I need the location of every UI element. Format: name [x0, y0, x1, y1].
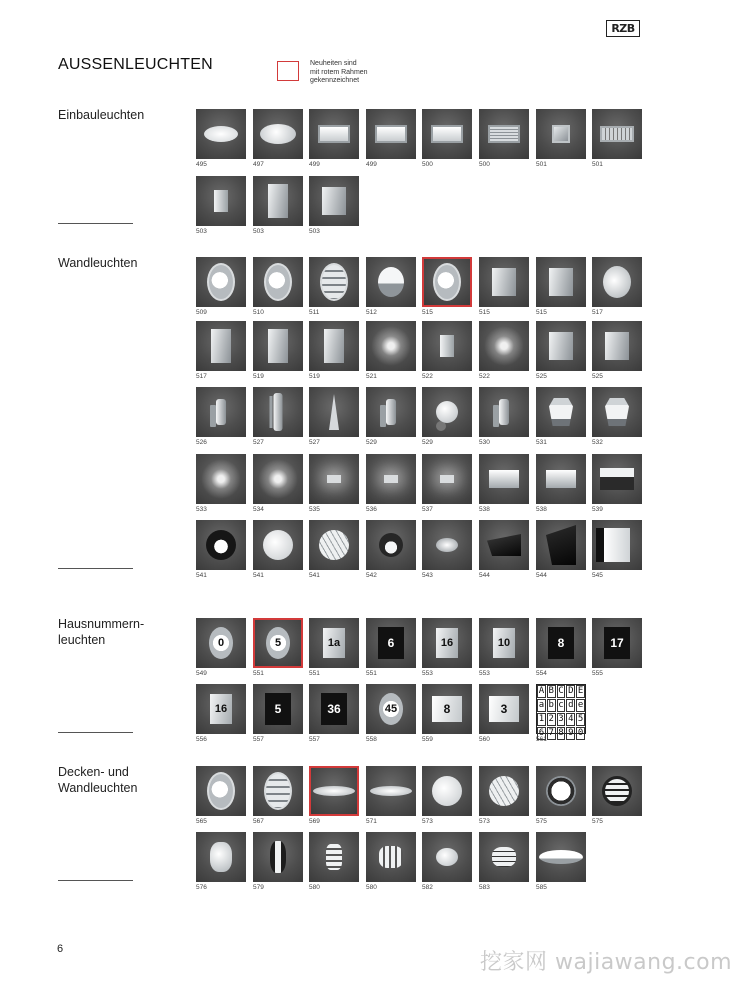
cage-luminaire-icon	[326, 844, 342, 870]
page-reference: 538	[536, 506, 547, 513]
box-wide-luminaire-icon	[549, 268, 573, 296]
product-thumbnail[interactable]	[196, 109, 246, 159]
page-reference: 556	[196, 736, 207, 743]
product-thumbnail[interactable]	[253, 454, 303, 504]
page-reference: 521	[366, 373, 377, 380]
slot-luminaire-icon	[600, 126, 634, 142]
product-thumbnail[interactable]	[422, 387, 472, 437]
page-reference: 509	[196, 309, 207, 316]
letter-cell: c	[558, 700, 564, 710]
wedge-dark-luminaire-icon	[600, 468, 634, 490]
product-thumbnail[interactable]	[196, 176, 246, 226]
section-title	[58, 616, 178, 648]
product-thumbnail[interactable]	[536, 454, 586, 504]
product-thumbnail[interactable]	[253, 684, 303, 734]
product-thumbnail[interactable]	[479, 618, 529, 668]
pill-dark-luminaire-icon	[270, 841, 286, 873]
section-title	[58, 764, 178, 796]
product-thumbnail[interactable]	[479, 387, 529, 437]
page-reference: 510	[253, 309, 264, 316]
page-reference: 503	[196, 228, 207, 235]
page-reference: 537	[422, 506, 433, 513]
num-box-luminaire-icon: 16	[436, 628, 458, 658]
black-tall-luminaire-icon	[546, 525, 576, 565]
product-thumbnail[interactable]	[592, 454, 642, 504]
page-reference: 576	[196, 884, 207, 891]
page-reference: 541	[253, 572, 264, 579]
page-reference: 541	[309, 572, 320, 579]
product-thumbnail[interactable]	[422, 684, 472, 734]
letter-cell: B	[548, 686, 554, 696]
letter-cell: E	[577, 686, 584, 696]
product-thumbnail[interactable]	[366, 321, 416, 371]
num-box-luminaire-icon: 1a	[323, 628, 345, 658]
round-white-luminaire-icon	[263, 530, 293, 560]
box-narrow-luminaire-icon	[214, 190, 228, 212]
letter-cell: 2	[548, 714, 554, 724]
page-reference: 580	[366, 884, 377, 891]
new-items-legend-text	[310, 60, 390, 86]
product-thumbnail[interactable]	[536, 766, 586, 816]
ring-luminaire-icon	[546, 776, 576, 806]
letter-cell: 9	[568, 728, 574, 738]
page-reference: 527	[253, 439, 264, 446]
legend-line: gekennzeichnet	[310, 77, 360, 84]
light-glow-luminaire-icon	[371, 326, 411, 366]
letter-cell: C	[558, 686, 564, 696]
num-oval-luminaire-icon: 5	[266, 627, 290, 659]
product-thumbnail[interactable]	[422, 766, 472, 816]
light-glow-luminaire-icon	[484, 326, 524, 366]
section-title-line: Decken- und	[58, 765, 129, 779]
page-reference: 503	[253, 228, 264, 235]
light-glow-luminaire-icon	[201, 459, 241, 499]
product-thumbnail[interactable]	[422, 109, 472, 159]
box-tall-luminaire-icon	[268, 329, 288, 363]
page-reference: 522	[479, 373, 490, 380]
product-thumbnail[interactable]	[536, 387, 586, 437]
page-reference: 499	[366, 161, 377, 168]
page-reference: 526	[196, 439, 207, 446]
product-thumbnail[interactable]	[479, 321, 529, 371]
dark-glow-luminaire-icon	[440, 475, 454, 483]
lantern-luminaire-icon	[605, 398, 629, 426]
wedge-luminaire-icon	[489, 470, 519, 488]
num-dark-luminaire-icon: 17	[604, 627, 630, 659]
page-reference: 555	[592, 670, 603, 677]
letter-cell: A	[538, 686, 545, 696]
page-reference: 544	[536, 572, 547, 579]
page-reference: 522	[422, 373, 433, 380]
section-divider	[58, 568, 133, 569]
page-reference: 532	[592, 439, 603, 446]
product-thumbnail[interactable]	[309, 520, 359, 570]
product-thumbnail[interactable]	[479, 257, 529, 307]
page-reference: 515	[422, 309, 433, 316]
page-reference: 571	[366, 818, 377, 825]
page-reference: 511	[309, 309, 320, 316]
product-thumbnail[interactable]	[366, 454, 416, 504]
product-thumbnail[interactable]	[196, 618, 246, 668]
disc-wide-luminaire-icon	[313, 786, 355, 796]
oval-grid-luminaire-icon	[264, 772, 292, 810]
num-oval-luminaire-icon: 45	[379, 693, 403, 725]
product-thumbnail[interactable]	[536, 109, 586, 159]
page-reference: 517	[592, 309, 603, 316]
page-reference: 530	[479, 439, 490, 446]
dark-glow-luminaire-icon	[384, 475, 398, 483]
letter-cell: 5	[577, 714, 584, 724]
oval-wall-luminaire-icon	[264, 263, 292, 301]
page-reference: 573	[422, 818, 433, 825]
box-narrow-luminaire-icon	[440, 335, 454, 357]
letter-cell: D	[568, 686, 574, 696]
page-reference: 515	[536, 309, 547, 316]
rect-h-luminaire-icon	[375, 125, 407, 143]
product-thumbnail[interactable]	[253, 387, 303, 437]
cyl-luminaire-icon	[499, 399, 509, 425]
globe-luminaire-icon	[436, 401, 458, 423]
round-white-luminaire-icon	[432, 776, 462, 806]
product-thumbnail[interactable]	[536, 321, 586, 371]
page-reference: 512	[366, 309, 377, 316]
spike-luminaire-icon	[329, 394, 339, 430]
product-thumbnail[interactable]	[592, 321, 642, 371]
page-reference: 579	[253, 884, 264, 891]
disc-small-luminaire-icon	[436, 538, 458, 552]
product-thumbnail[interactable]	[309, 387, 359, 437]
product-thumbnail[interactable]	[592, 257, 642, 307]
oval-wall-luminaire-icon	[207, 772, 235, 810]
rzb-logo: RZB	[606, 20, 640, 37]
page-reference: 544	[479, 572, 490, 579]
product-thumbnail[interactable]	[479, 520, 529, 570]
section-divider	[58, 732, 133, 733]
product-thumbnail[interactable]	[196, 832, 246, 882]
page-reference: 569	[309, 818, 320, 825]
black-wedge-luminaire-icon	[487, 534, 521, 556]
page-reference: 557	[309, 736, 320, 743]
ring-grid-luminaire-icon	[602, 776, 632, 806]
product-thumbnail[interactable]	[253, 766, 303, 816]
round-darkeye-luminaire-icon	[379, 533, 403, 557]
page-reference: 497	[253, 161, 264, 168]
section-title-line: Wandleuchten	[58, 256, 138, 270]
product-thumbnail[interactable]	[536, 684, 586, 738]
page-reference: 565	[196, 818, 207, 825]
product-thumbnail[interactable]	[479, 766, 529, 816]
light-glow-luminaire-icon	[258, 459, 298, 499]
dark-glow-luminaire-icon	[327, 475, 341, 483]
page-reference: 567	[253, 818, 264, 825]
product-thumbnail[interactable]	[366, 766, 416, 816]
page-reference: 525	[536, 373, 547, 380]
product-thumbnail[interactable]	[422, 618, 472, 668]
egg-luminaire-icon	[436, 848, 458, 866]
product-thumbnail[interactable]	[536, 618, 586, 668]
page-title: AUSSENLEUCHTEN	[58, 56, 213, 73]
product-thumbnail[interactable]	[309, 684, 359, 734]
letter-cell: 7	[548, 728, 554, 738]
page-reference: 553	[422, 670, 433, 677]
pill-luminaire-icon	[210, 842, 232, 872]
section-divider	[58, 223, 133, 224]
product-thumbnail[interactable]	[422, 832, 472, 882]
page-reference: 543	[422, 572, 433, 579]
page-number: 6	[57, 943, 64, 955]
num-dark-luminaire-icon: 8	[548, 627, 574, 659]
letter-cell: 1	[538, 714, 545, 724]
letter-cell: 8	[558, 728, 564, 738]
page-reference: 519	[309, 373, 320, 380]
letter-cell: 6	[538, 728, 545, 738]
page-reference: 554	[536, 670, 547, 677]
page-reference: 529	[422, 439, 433, 446]
box-tall-luminaire-icon	[324, 329, 344, 363]
page-reference: 575	[536, 818, 547, 825]
page-reference: 583	[479, 884, 490, 891]
product-thumbnail[interactable]	[309, 454, 359, 504]
product-thumbnail[interactable]	[422, 454, 472, 504]
page-reference: 551	[366, 670, 377, 677]
num-dark-luminaire-icon: 36	[321, 693, 347, 725]
product-thumbnail[interactable]	[309, 766, 359, 816]
page-reference: 529	[366, 439, 377, 446]
watermark: 挖家网 wajiawang.com	[480, 950, 732, 975]
product-thumbnail[interactable]	[422, 257, 472, 307]
product-thumbnail[interactable]	[536, 520, 586, 570]
page-reference: 541	[196, 572, 207, 579]
section-title	[58, 255, 178, 271]
product-thumbnail[interactable]	[309, 832, 359, 882]
product-thumbnail[interactable]	[196, 766, 246, 816]
legend-line: mit rotem Rahmen	[310, 68, 368, 76]
cyl-long-luminaire-icon	[274, 393, 283, 431]
product-thumbnail[interactable]	[196, 684, 246, 734]
page-reference: 501	[536, 161, 547, 168]
product-thumbnail[interactable]	[366, 257, 416, 307]
product-thumbnail[interactable]	[592, 109, 642, 159]
page-reference: 575	[592, 818, 603, 825]
page-reference: 533	[196, 506, 207, 513]
legend-line: Neuheiten sind	[310, 60, 357, 67]
page-reference: 558	[366, 736, 377, 743]
disc-wide-luminaire-icon	[370, 786, 412, 796]
section-title-line: Hausnummern-	[58, 617, 145, 631]
page-reference: 549	[196, 670, 207, 677]
square-sm-luminaire-icon	[552, 125, 570, 143]
product-thumbnail[interactable]	[366, 684, 416, 734]
page-reference: 515	[479, 309, 490, 316]
round-wall-luminaire-icon	[603, 266, 631, 298]
section-title-line: Einbauleuchten	[58, 108, 145, 122]
product-thumbnail[interactable]	[309, 618, 359, 668]
product-thumbnail[interactable]	[309, 257, 359, 307]
letter-cell: b	[548, 700, 554, 710]
product-thumbnail[interactable]	[592, 618, 642, 668]
section-title-line: leuchten	[58, 633, 106, 647]
white-box-dark-luminaire-icon	[604, 528, 630, 562]
page-reference: 551	[253, 670, 264, 677]
num-dark-luminaire-icon: 5	[265, 693, 291, 725]
product-thumbnail[interactable]	[366, 387, 416, 437]
letter-cell: d	[568, 700, 574, 710]
cyl-luminaire-icon	[386, 399, 396, 425]
product-thumbnail[interactable]	[479, 832, 529, 882]
box-wide-luminaire-icon	[549, 332, 573, 360]
rect-h-luminaire-icon	[431, 125, 463, 143]
section-divider	[58, 880, 133, 881]
product-thumbnail[interactable]	[479, 454, 529, 504]
oval-wall-luminaire-icon	[433, 263, 461, 301]
box-wide-luminaire-icon	[322, 187, 346, 215]
product-thumbnail[interactable]	[253, 832, 303, 882]
round-honey-luminaire-icon	[319, 530, 349, 560]
oval-half-luminaire-icon	[378, 267, 404, 297]
box-tall-luminaire-icon	[268, 184, 288, 218]
product-thumbnail[interactable]	[422, 520, 472, 570]
product-thumbnail[interactable]	[196, 520, 246, 570]
page-reference: 545	[592, 572, 603, 579]
page-reference: 585	[536, 884, 547, 891]
product-thumbnail[interactable]	[592, 520, 642, 570]
num-dark-luminaire-icon: 6	[378, 627, 404, 659]
page-reference: 538	[479, 506, 490, 513]
page-reference: 553	[479, 670, 490, 677]
product-thumbnail[interactable]	[366, 618, 416, 668]
product-thumbnail[interactable]	[479, 684, 529, 734]
product-thumbnail[interactable]	[196, 454, 246, 504]
page-reference: 582	[422, 884, 433, 891]
round-eye-luminaire-icon	[206, 530, 236, 560]
product-thumbnail[interactable]	[592, 387, 642, 437]
product-thumbnail[interactable]	[479, 109, 529, 159]
cage-wide-luminaire-icon	[379, 846, 403, 868]
page-reference: 517	[196, 373, 207, 380]
rect-grill-luminaire-icon	[488, 125, 520, 143]
page-reference: 557	[253, 736, 264, 743]
product-thumbnail[interactable]	[309, 109, 359, 159]
num-box-luminaire-icon: 10	[493, 628, 515, 658]
product-thumbnail[interactable]	[536, 832, 586, 882]
rect-h-luminaire-icon	[318, 125, 350, 143]
box-tall-luminaire-icon	[211, 329, 231, 363]
letter-cell: e	[577, 700, 584, 710]
product-thumbnail[interactable]	[253, 520, 303, 570]
page-reference: 525	[592, 373, 603, 380]
section-title-line: Wandleuchten	[58, 781, 138, 795]
product-thumbnail[interactable]	[422, 321, 472, 371]
product-thumbnail[interactable]	[536, 257, 586, 307]
num-wide-luminaire-icon: 3	[489, 696, 519, 722]
product-thumbnail[interactable]	[253, 321, 303, 371]
letter-cell: 3	[558, 714, 564, 724]
page-reference: 500	[422, 161, 433, 168]
cyl-luminaire-icon	[216, 399, 226, 425]
box-wide-luminaire-icon	[605, 332, 629, 360]
bulkhead-luminaire-icon	[492, 847, 516, 867]
num-oval-luminaire-icon: 0	[209, 627, 233, 659]
product-thumbnail[interactable]	[196, 257, 246, 307]
page-reference: 560	[479, 736, 490, 743]
page-reference: 495	[196, 161, 207, 168]
letter-cell: 0	[577, 728, 584, 738]
page-reference: 535	[309, 506, 320, 513]
product-thumbnail[interactable]	[253, 618, 303, 668]
page-reference: 531	[536, 439, 547, 446]
page-reference: 501	[592, 161, 603, 168]
oval-grid-luminaire-icon	[320, 263, 348, 301]
new-items-legend-swatch	[277, 61, 299, 81]
oval-wall-luminaire-icon	[207, 263, 235, 301]
product-thumbnail[interactable]	[592, 766, 642, 816]
product-thumbnail[interactable]	[253, 176, 303, 226]
letter-cell: a	[538, 700, 545, 710]
product-thumbnail[interactable]	[366, 832, 416, 882]
box-wide-luminaire-icon	[492, 268, 516, 296]
page-reference: 542	[366, 572, 377, 579]
oval-dome-luminaire-icon	[260, 124, 296, 144]
disc-ceiling-luminaire-icon	[539, 850, 583, 864]
product-thumbnail[interactable]	[253, 109, 303, 159]
wedge-luminaire-icon	[546, 470, 576, 488]
product-thumbnail[interactable]	[366, 520, 416, 570]
page-reference: 561	[536, 736, 547, 743]
product-thumbnail[interactable]	[196, 321, 246, 371]
product-thumbnail[interactable]	[309, 321, 359, 371]
page-reference: 539	[592, 506, 603, 513]
num-box-luminaire-icon: 16	[210, 694, 232, 724]
page-reference: 559	[422, 736, 433, 743]
num-wide-luminaire-icon: 8	[432, 696, 462, 722]
page-reference: 519	[253, 373, 264, 380]
page-reference: 536	[366, 506, 377, 513]
page-reference: 499	[309, 161, 320, 168]
page-reference: 551	[309, 670, 320, 677]
lantern-luminaire-icon	[549, 398, 573, 426]
product-thumbnail[interactable]	[366, 109, 416, 159]
page-reference: 573	[479, 818, 490, 825]
round-honey-luminaire-icon	[489, 776, 519, 806]
page-reference: 503	[309, 228, 320, 235]
product-thumbnail[interactable]	[253, 257, 303, 307]
page-reference: 580	[309, 884, 320, 891]
product-thumbnail[interactable]	[309, 176, 359, 226]
letter-cell: 4	[568, 714, 574, 724]
page-reference: 534	[253, 506, 264, 513]
page-reference: 527	[309, 439, 320, 446]
section-title	[58, 107, 178, 123]
oval-flat-luminaire-icon	[204, 126, 238, 142]
product-thumbnail[interactable]	[196, 387, 246, 437]
page-reference: 500	[479, 161, 490, 168]
